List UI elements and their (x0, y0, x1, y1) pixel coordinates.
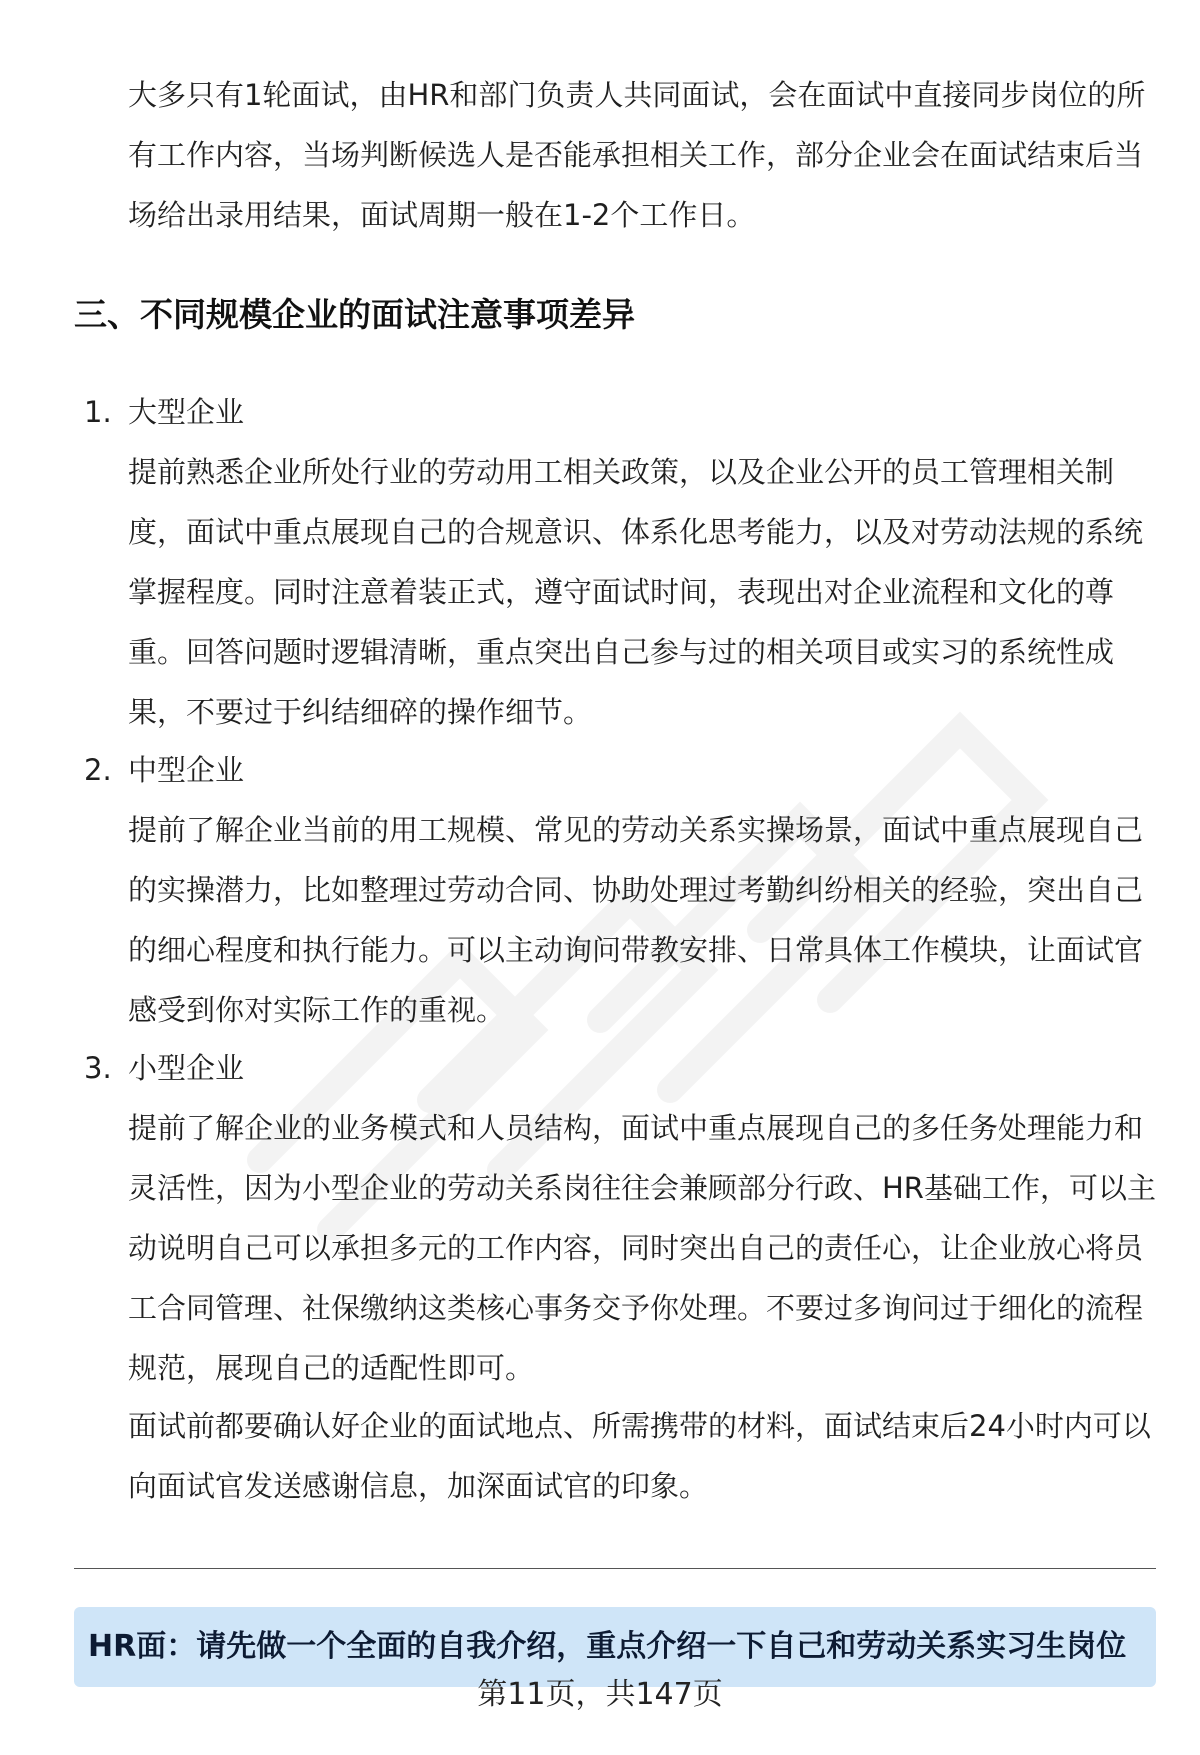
list-item-body: 提前了解企业当前的用工规模、常见的劳动关系实操场景，面试中重点展现自己的实操潜力，比如整理过劳动合同、协助处理过考勤纠纷相关的经验，突出自己的细心程度和执行能力。可以主动询问带教安排、日常具体工作模块，让面试官感受到你对实际工作的重视。 (128, 813, 1144, 1027)
list-item-title: 大型企业 (128, 395, 245, 429)
question-heading: HR面：请先做一个全面的自我介绍，重点介绍一下自己和劳动关系实习生岗位 (88, 1629, 1127, 1664)
list-item-number: 2. (84, 753, 112, 787)
final-paragraph: 面试前都要确认好企业的面试地点、所需携带的材料，面试结束后24小时内可以向面试官发送感谢信息，加深面试官的印象。 (128, 1409, 1151, 1503)
list-item-number: 3. (84, 1051, 112, 1085)
list-item-body: 提前熟悉企业所处行业的劳动用工相关政策，以及企业公开的员工管理相关制度，面试中重点展现自己的合规意识、体系化思考能力，以及对劳动法规的系统掌握程度。同时注意着装正式，遵守面试时间，表现出对企业流程和文化的尊重。回答问题时逻辑清晰，重点突出自己参与过的相关项目或实习的系统性成果，不要过于纠结细碎的操作细节。 (128, 455, 1144, 729)
list-item-large-enterprise (84, 382, 244, 442)
section-title: 三、不同规模企业的面试注意事项差异 (74, 295, 635, 334)
list-item-body: 提前了解企业的业务模式和人员结构，面试中重点展现自己的多任务处理能力和灵活性，因为小型企业的劳动关系岗往往会兼顾部分行政、HR基础工作，可以主动说明自己可以承担多元的工作内容，同时突出自己的责任心，让企业放心将员工合同管理、社保缴纳这类核心事务交予你处理。不要过多询问过于细化的流程规范，展现自己的适配性即可。 (128, 1111, 1156, 1385)
list-item-title: 小型企业 (128, 1051, 245, 1085)
page-footer: 第11页，共147页 (477, 1677, 723, 1712)
list-item-small-enterprise (84, 1038, 244, 1098)
section-divider (74, 1568, 1156, 1569)
intro-paragraph: 大多只有1轮面试，由HR和部门负责人共同面试，会在面试中直接同步岗位的所有工作内容，当场判断候选人是否能承担相关工作，部分企业会在面试结束后当场给出录用结果，面试周期一般在1-2个工作日。 (128, 78, 1146, 232)
list-item-number: 1. (84, 395, 112, 429)
list-item-medium-enterprise (84, 740, 244, 800)
list-item-title: 中型企业 (128, 753, 245, 787)
